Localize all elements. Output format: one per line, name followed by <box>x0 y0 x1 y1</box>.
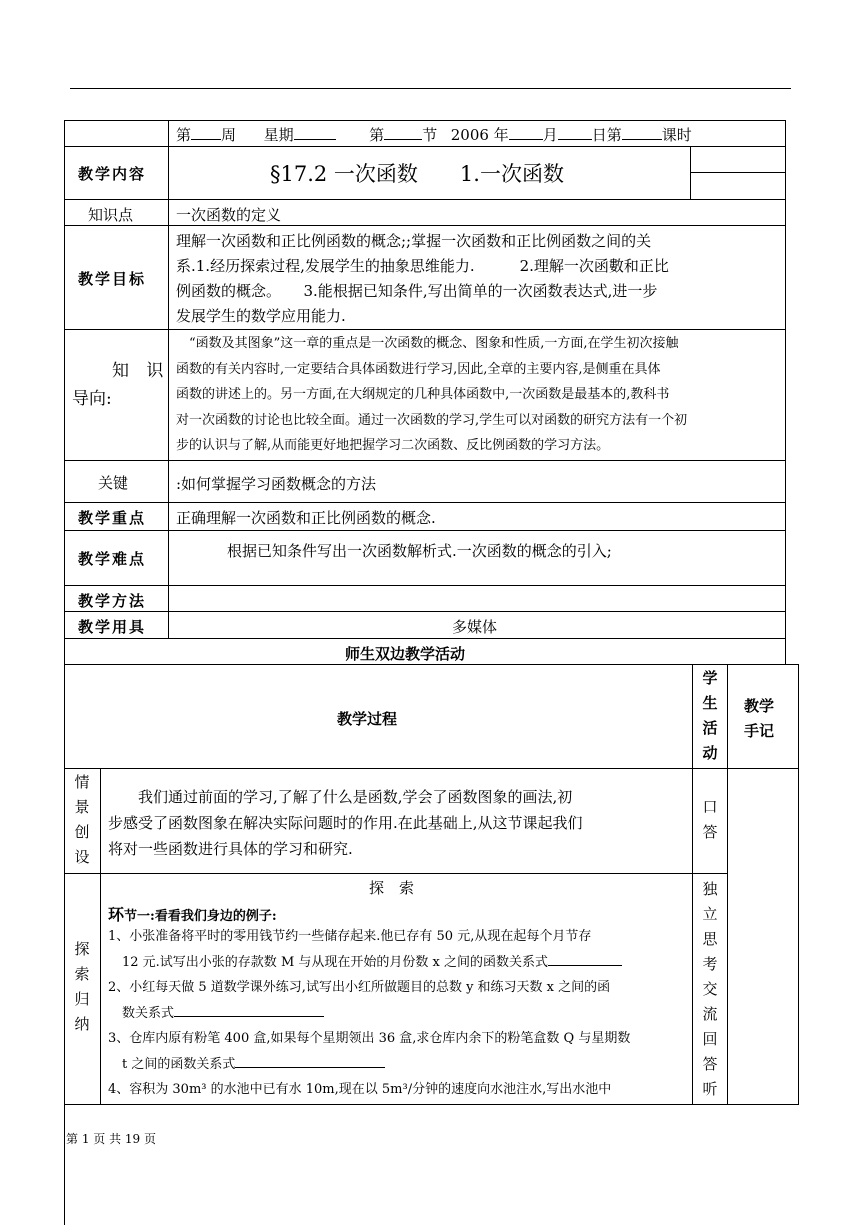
key-label: 关键 <box>98 474 129 492</box>
explore-item-line: 数关系式 <box>108 1001 690 1027</box>
explore-item-line: 4、容积为 30m³ 的水池中已有水 10m,现在以 5m³/分钟的速度向水池注水,写出水池中 <box>108 1082 612 1097</box>
grid-line <box>64 638 785 639</box>
lesson-prefix: 第 <box>369 126 385 144</box>
grid-line <box>64 638 65 1104</box>
student-activity-header: 学生活动 <box>702 669 718 762</box>
grid-line <box>64 460 785 461</box>
explore-item-line: 1、小张准备将平时的零用钱节约一些储存起来.他已存有 50 元,从现在起每个月节存 <box>108 929 592 944</box>
grid-line <box>785 120 786 664</box>
section-rest: 节一:看看我们身边的例子: <box>124 909 277 924</box>
grid-line <box>798 664 799 1104</box>
scene-line: 我们通过前面的学习,了解了什么是函数,学会了函数图象的画法,初 <box>108 788 573 806</box>
grid-line <box>64 768 799 769</box>
scene-line: 步感受了函数图象在解决实际问题时的作用.在此基础上,从这节课起我们 <box>108 814 583 832</box>
grid-line <box>64 146 785 147</box>
guide-line: 对一次函数的讨论也比较全面。通过一次函数的学习,学生可以对函数的研究方法有一个初 <box>176 412 688 428</box>
grid-line <box>64 120 785 121</box>
explore-items <box>108 924 690 1103</box>
scene-label: 情景创设 <box>74 773 90 866</box>
grid-line <box>64 611 785 612</box>
grid-line <box>64 1104 799 1105</box>
grid-line <box>64 873 728 874</box>
period-label: 课时 <box>661 126 692 144</box>
guide-label-line2: 导向: <box>72 389 112 409</box>
scene-line: 将对一些函数进行具体的学习和研究. <box>108 840 353 858</box>
grid-line <box>100 768 101 1104</box>
tools-label: 教学用具 <box>78 618 147 636</box>
month-label: 月 <box>542 126 558 144</box>
guide-line: 步的认识与了解,从而能更好地把握学习二次函数、反比例函数的学习方法。 <box>176 438 610 453</box>
explore-label: 探索归纳 <box>74 940 90 1033</box>
week-suffix: 周 <box>221 126 237 144</box>
goal-line: 系.1.经历探索过程,发展学生的抽象思维能力. 2.理解一次函數和正比 <box>176 257 669 275</box>
explore-item-line: t 之间的函数关系式 <box>108 1052 690 1078</box>
grid-line <box>727 664 728 1104</box>
grid-line <box>64 225 785 226</box>
top-rule <box>70 88 791 89</box>
explore-item-line: 2、小红每天做 5 道数学课外练习,试写出小红所做题目的总数 y 和练习天数 x 之间的函 <box>108 980 611 995</box>
grid-line <box>64 530 785 531</box>
focus-value: 正确理解一次函数和正比例函数的概念. <box>176 509 436 527</box>
method-label: 教学方法 <box>78 592 147 610</box>
grid-line <box>64 199 785 200</box>
week-prefix: 第 <box>176 126 192 144</box>
guide-line: “函数及其图象”这一章的重点是一次函数的概念、图象和性质,一方面,在学生初次接触 <box>176 336 679 351</box>
goal-text <box>176 229 782 329</box>
difficulty-label: 教学难点 <box>78 550 147 568</box>
explore-item-line: 3、仓库内原有粉笔 400 盒,如果每个星期领出 36 盒,求仓库内余下的粉笔盒数 Q 与星期数 <box>108 1031 631 1046</box>
guide-label-line1: 知 识 <box>112 361 170 381</box>
focus-label: 教学重点 <box>78 509 147 527</box>
grid-line <box>690 172 785 173</box>
process-header: 教学过程 <box>337 710 398 728</box>
goal-line: 理解一次函数和正比例函数的概念;;掌握一次函数和正比例函数之间的关 <box>176 232 652 250</box>
knowledge-label: 知识点 <box>88 206 134 224</box>
schedule-header <box>176 124 692 145</box>
goal-label: 教学目标 <box>78 270 147 288</box>
explore-title: 探 索 <box>369 879 415 897</box>
grid-line <box>64 664 799 665</box>
grid-line <box>64 502 785 503</box>
activities-title: 师生双边教学活动 <box>345 645 466 663</box>
year-label: 2006 年 <box>450 126 509 144</box>
difficulty-value: 根据已知条件写出一次函数解析式.一次函数的概念的引入; <box>227 542 612 560</box>
day-label: 日第 <box>591 126 622 144</box>
scene-text <box>108 784 690 862</box>
explore-section-title <box>108 902 277 925</box>
goal-line: 例函数的概念。 3.能根据已知条件,写出简单的一次函数表达式,进一步 <box>176 282 658 300</box>
guide-text <box>176 331 782 459</box>
key-value: :如何掌握学习函数概念的方法 <box>176 475 377 493</box>
grid-line <box>690 146 691 199</box>
knowledge-value: 一次函数的定义 <box>176 206 282 224</box>
page-number: 第 1 页 共 19 页 <box>66 1132 156 1146</box>
explore-item-line: 12 元.试写出小张的存款数 M 与从现在开始的月份数 x 之间的函数关系式 <box>108 950 690 976</box>
section-initial: 环 <box>108 905 125 924</box>
grid-line <box>64 329 785 330</box>
tools-value: 多媒体 <box>452 618 498 636</box>
guide-line: 函数的有关内容时,一定要结合具体函数进行学习,因此,全章的主要内容,是侧重在具体 <box>176 361 661 377</box>
goal-line: 发展学生的数学应用能力. <box>176 307 346 325</box>
scene-student-activity: 口答 <box>702 798 718 841</box>
content-title: §17.2 一次函数 1.一次函数 <box>270 162 564 186</box>
content-label: 教学内容 <box>78 165 147 183</box>
grid-line <box>64 585 785 586</box>
notes-header-line1: 教学 <box>744 697 775 715</box>
notes-header-line2: 手记 <box>744 722 775 740</box>
guide-line: 函数的讲述上的。另一方面,在大纲规定的几种具体函数中,一次函数是最基本的,教科书 <box>176 387 670 402</box>
weekday-label: 星期 <box>263 126 294 144</box>
grid-line <box>692 664 693 1104</box>
explore-student-activity: 独立思考交流回答听 <box>702 880 718 1098</box>
lesson-suffix: 节 <box>422 126 438 144</box>
